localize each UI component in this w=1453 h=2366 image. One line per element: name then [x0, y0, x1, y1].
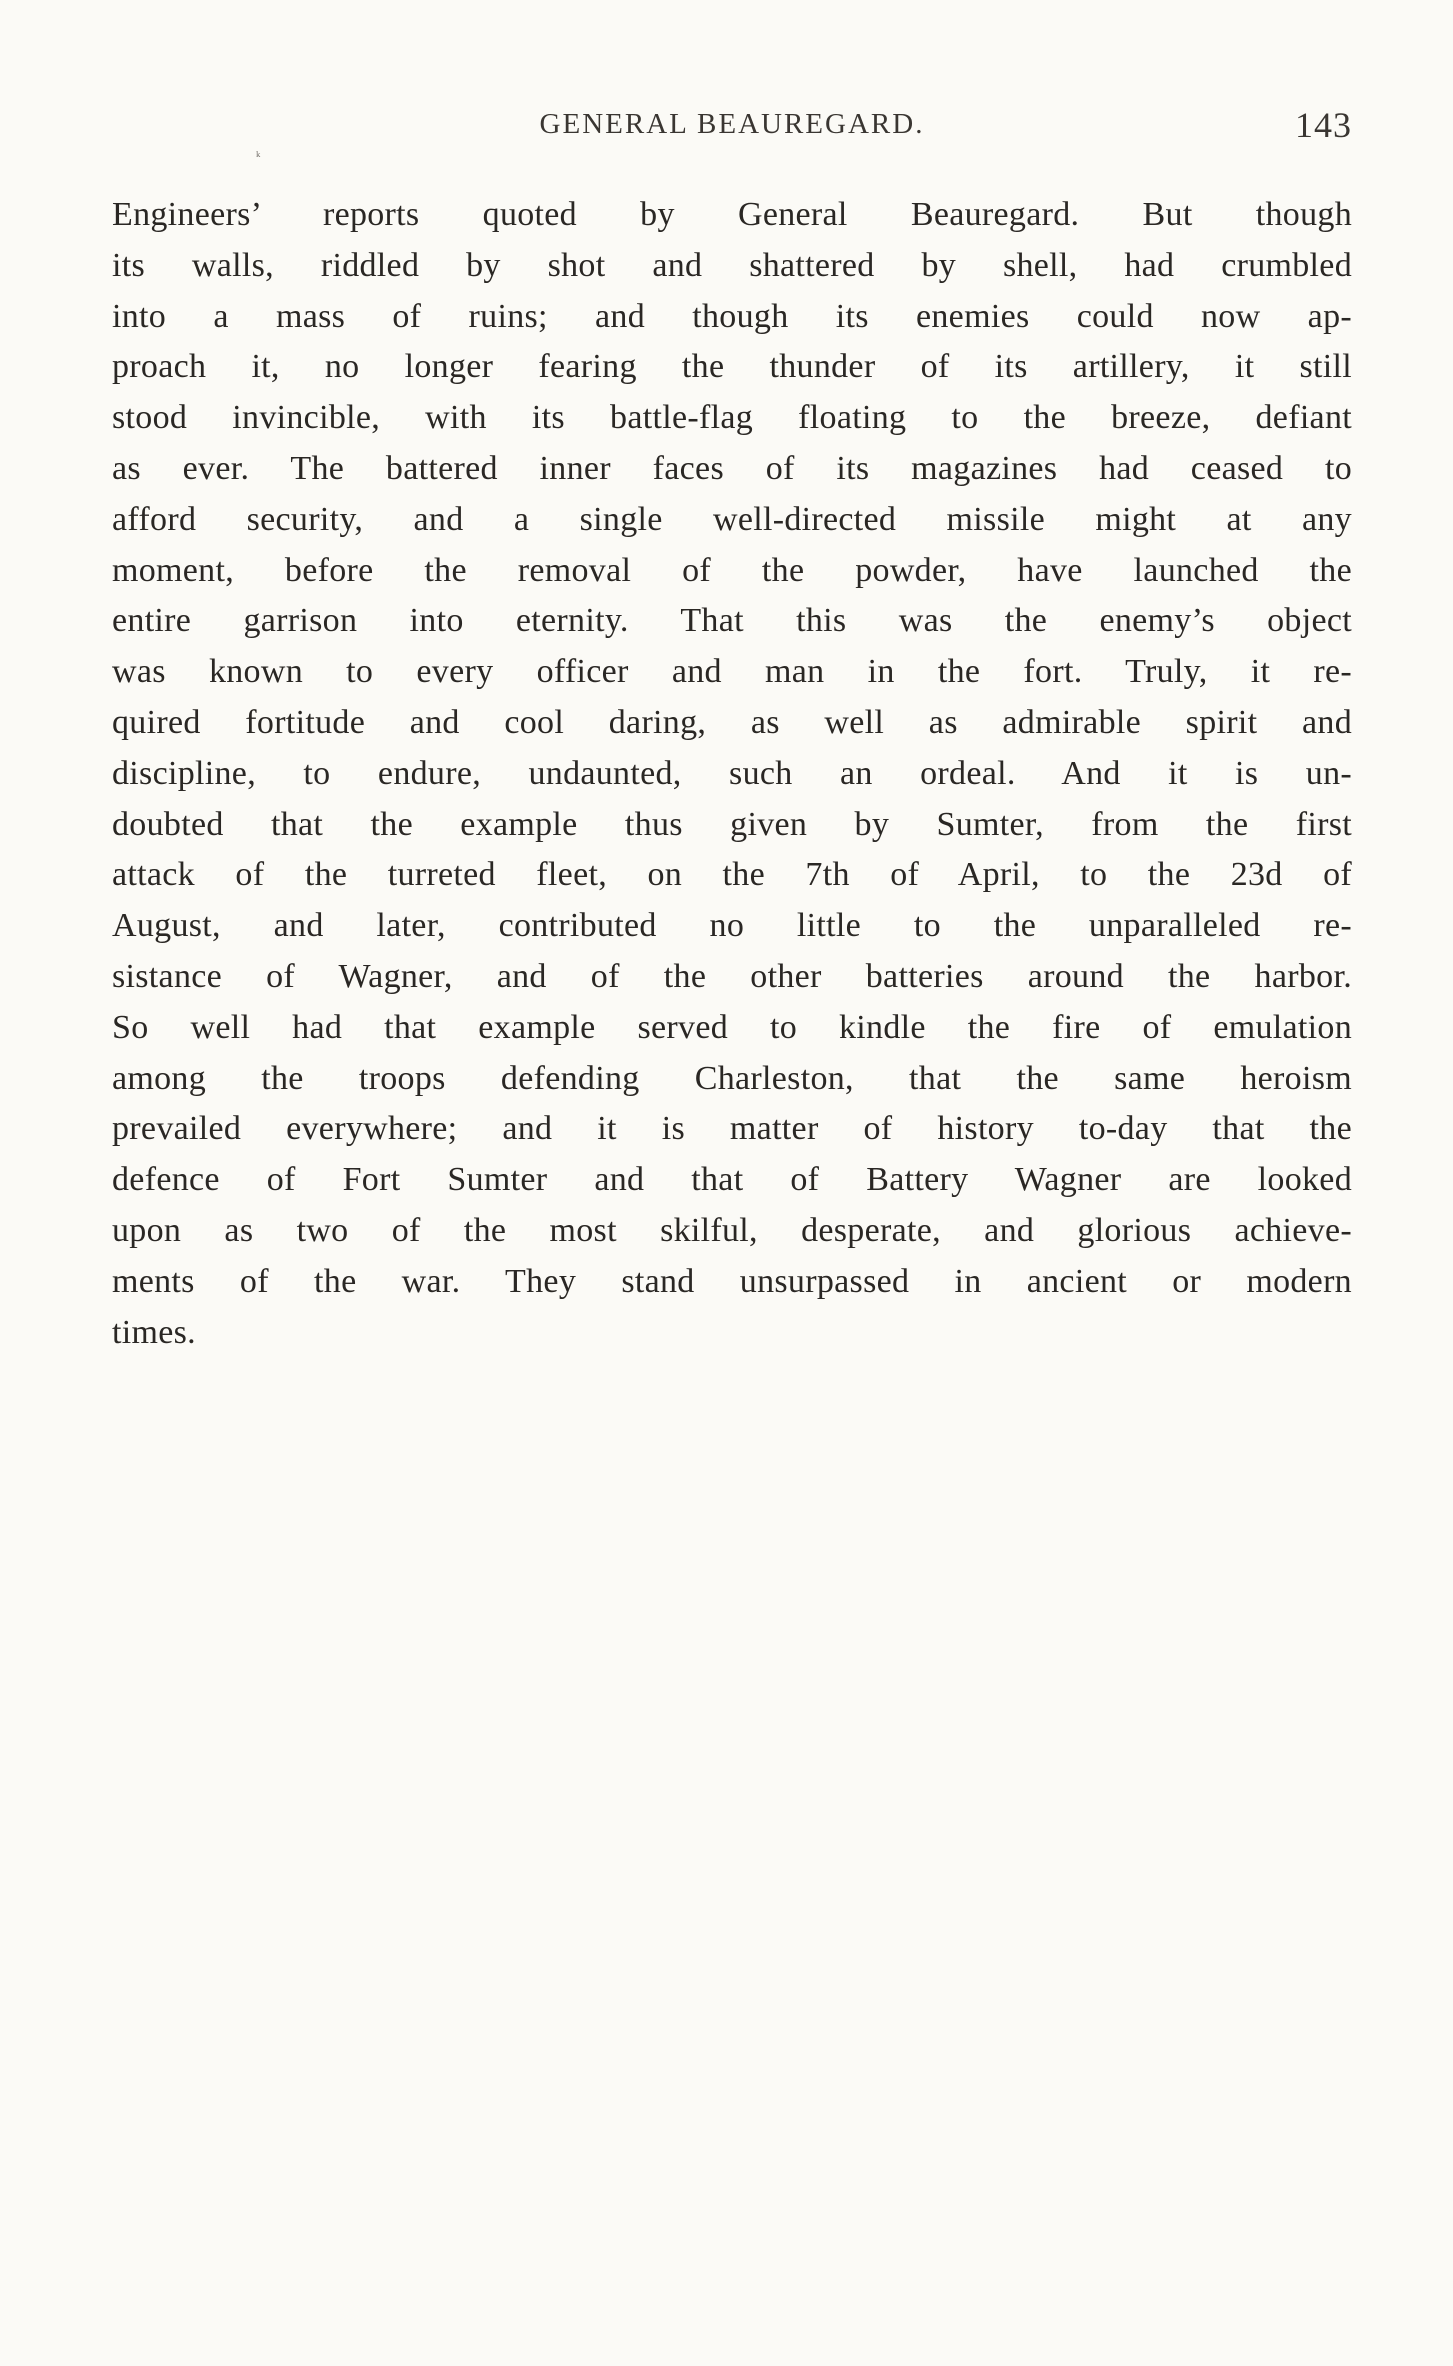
- text-line: stood invincible, with its battle-flag floating to the breeze, defiant: [112, 399, 1352, 437]
- stray-print-mark: ᵏ: [256, 150, 261, 165]
- text-line: upon as two of the most skilful, desperate, and glorious achieve-: [112, 1211, 1352, 1249]
- text-line: discipline, to endure, undaunted, such an ordeal. And it is un-: [112, 754, 1352, 792]
- text-line: quired fortitude and cool daring, as well as admirable spirit and: [112, 703, 1352, 741]
- text-line: among the troops defending Charleston, that the same heroism: [112, 1059, 1352, 1097]
- text-line: into a mass of ruins; and though its enemies could now ap-: [112, 297, 1352, 335]
- body-text: [112, 190, 1352, 1358]
- page-number: 143: [1295, 105, 1352, 145]
- text-line: as ever. The battered inner faces of its magazines had ceased to: [112, 449, 1352, 487]
- text-line: its walls, riddled by shot and shattered by shell, had crumbled: [112, 246, 1352, 284]
- text-line: sistance of Wagner, and of the other batteries around the harbor.: [112, 957, 1352, 995]
- text-line: entire garrison into eternity. That this was the enemy’s object: [112, 602, 1352, 640]
- text-line: doubted that the example thus given by Sumter, from the first: [112, 805, 1352, 843]
- text-line: was known to every officer and man in the fort. Truly, it re-: [112, 653, 1352, 691]
- text-line: proach it, no longer fearing the thunder of its artillery, it still: [112, 348, 1352, 386]
- text-line: ments of the war. They stand unsurpassed in ancient or modern: [112, 1262, 1352, 1300]
- text-line: prevailed everywhere; and it is matter of history to-day that the: [112, 1110, 1352, 1148]
- text-line: Engineers’ reports quoted by General Beauregard. But though: [112, 196, 1352, 233]
- text-line: moment, before the removal of the powder, have launched the: [112, 551, 1352, 589]
- running-title: GENERAL BEAUREGARD.: [539, 108, 925, 140]
- text-line-last: times.: [112, 1313, 196, 1351]
- text-line: August, and later, contributed no little to the unparalleled re-: [112, 907, 1352, 945]
- text-line: defence of Fort Sumter and that of Battery Wagner are looked: [112, 1161, 1352, 1199]
- text-line: So well had that example served to kindle the fire of emulation: [112, 1008, 1352, 1046]
- text-line: attack of the turreted fleet, on the 7th of April, to the 23d of: [112, 856, 1352, 894]
- text-line: afford security, and a single well-directed missile might at any: [112, 500, 1352, 538]
- running-header: [112, 100, 1352, 150]
